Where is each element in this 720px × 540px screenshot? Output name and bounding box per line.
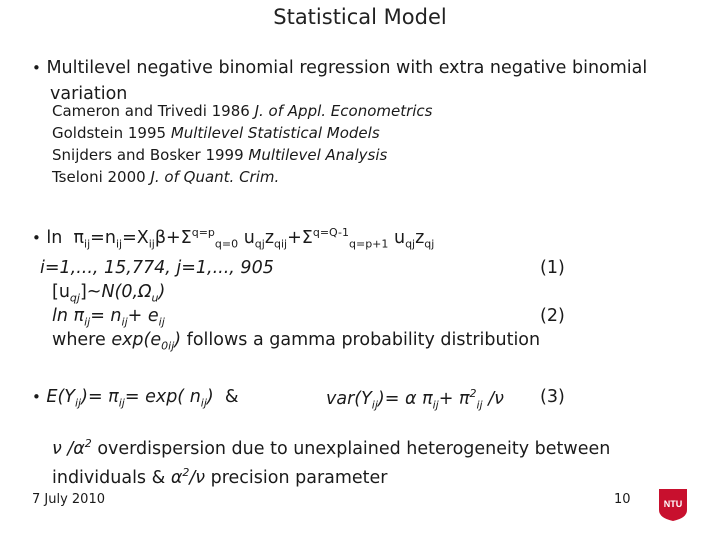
slide-title: Statistical Model bbox=[273, 5, 447, 29]
reference-2: Goldstein 1995 Multilevel Statistical Models bbox=[52, 124, 380, 142]
log-rate-equation: $\ln \pi_{ij}= n_{ij}+ e_{ij}$ bbox=[52, 306, 165, 329]
reference-1: Cameron and Trivedi 1986 J. of Appl. Econometrics bbox=[52, 102, 433, 120]
equation-number-1: (1) bbox=[540, 258, 565, 278]
expectation-equation: • $E(Y_{ij})= \pi_{ij}= \exp$( $n_{ij}$) & bbox=[32, 387, 239, 410]
bullet1-line1: Multilevel negative binomial regression with extra negative binomial bbox=[46, 58, 648, 78]
model-equation: • $\ln \pi_{ij}=n_{ij}=X_{ij}\beta+\Sigma^{q=p}_{q=0}$ $u_{qj}z_{qij}+\Sigma^{q=Q-1}_{q=p+1}$ $u_{qj}z_{qj}$ bbox=[32, 226, 435, 251]
variance-equation: $var(Y_{ij})= \alpha$ $\pi_{ij}+ \pi^2_{ij}$ /ν bbox=[326, 387, 504, 412]
bullet1-line2: variation bbox=[50, 84, 128, 104]
bullet-icon: • bbox=[32, 59, 41, 77]
page-number: 10 bbox=[614, 492, 631, 507]
svg-text:NTU: NTU bbox=[663, 499, 683, 509]
bullet-icon: • bbox=[32, 228, 41, 247]
reference-4: Tseloni 2000 J. of Quant. Crim. bbox=[52, 168, 280, 186]
equation-number-2: (2) bbox=[540, 306, 565, 326]
footer-date: 7 July 2010 bbox=[32, 492, 105, 507]
bullet-icon: • bbox=[32, 388, 41, 406]
equation-number-3: (3) bbox=[540, 387, 565, 407]
reference-3: Snijders and Bosker 1999 Multilevel Analysis bbox=[52, 146, 388, 164]
ntu-logo bbox=[658, 488, 688, 522]
index-ranges: i=1,..., 15,774, j=1,..., 905 bbox=[40, 258, 274, 278]
random-effects-distribution: $[u_{qj}]\sim N(0,\Omega_u)$ bbox=[52, 282, 166, 305]
gamma-distribution-line: where $\exp(e_{0ij})$ follows a gamma probability distribution bbox=[52, 330, 541, 353]
overdispersion-note: ν $/\alpha^2$ overdispersion due to unexplained heterogeneity between individuals & $\alpha^2/\nu$ precision parameter bbox=[52, 437, 611, 488]
